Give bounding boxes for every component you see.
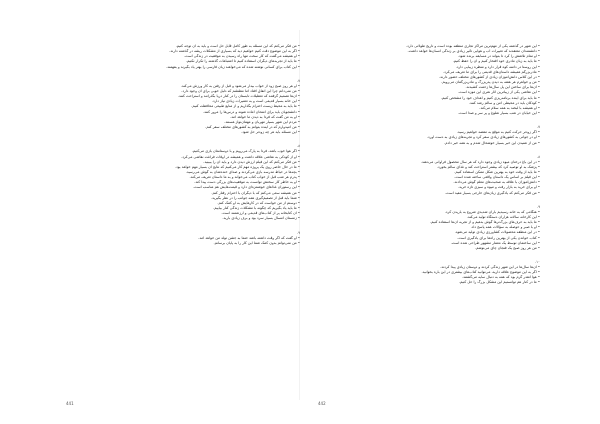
exercise-number: ۸. bbox=[536, 154, 540, 159]
exercise-line: • ما باید به محیط زیست احترام بگذاریم و از منابع طبیعی محافظت کنیم. bbox=[191, 104, 300, 109]
right-page-content bbox=[306, 44, 540, 286]
exercise-line: • من نمی‌دانم چرا این اتفاق افتاد اما مطمئنم که دلیل خوبی برای آن وجود دارد. bbox=[181, 88, 300, 93]
exercise-line: • هوا آنقدر گرم بود که همه به دنبال سایه می‌گشتند. bbox=[461, 275, 540, 280]
exercise-line: • دانشجویان باید برای امتحان آماده شوند و درس‌ها را مرور کنند. bbox=[203, 109, 300, 114]
exercise-line: • او گفت که اگر وقت داشته باشد حتماً به جشن تولد من خواهد آمد. bbox=[198, 235, 300, 240]
exercise-line: • این ساختمان توسط یک معمار مشهور طراحی شده است. bbox=[450, 240, 540, 245]
exercise-line: • او همیشه می‌گفت که کار سخت تنها راه رسیدن به موفقیت در زندگی است. bbox=[183, 54, 300, 59]
exercise-line: • من فکر می‌کنم که یادگیری زبان‌های خارجی بسیار مفید است. bbox=[445, 190, 540, 195]
exercise-number: ۸. bbox=[296, 144, 300, 149]
exercise-line: • من همیشه سعی می‌کنم که با دیگران با احترام رفتار کنم. bbox=[211, 190, 300, 195]
exercise-number: ۷. bbox=[296, 78, 300, 83]
exercise-line: • این خانه بسیار قدیمی است و به تعمیرات زیادی نیاز دارد. bbox=[211, 99, 300, 104]
exercise-line: • این خیابان در شب بسیار شلوغ و پر سر و صدا است. bbox=[458, 111, 540, 116]
exercise-line: • شما باید قبل از تصمیم‌گیری همه جوانب را در نظر بگیرید. bbox=[211, 195, 300, 200]
exercise-line: • این نقاشی یکی از زیباترین آثار هنری این موزه است. bbox=[458, 90, 540, 95]
exercise-number: ۱۰. bbox=[534, 260, 540, 264]
exercise-line: • او در جوانی به کشورهای زیادی سفر کرد و تجربه‌های زیادی به دست آورد. bbox=[426, 135, 540, 140]
exercise-line: • دانش‌آموزان با علاقه به صحبت‌های معلم گوش می‌دادند. bbox=[453, 180, 540, 185]
exercise-line: • او به خاطر کار سختش توانست به موفقیت‌های بزرگی دست پیدا کند. bbox=[194, 180, 300, 185]
exercise-line: • ما باید به زبان مادری خود افتخار کنیم و آن را حفظ کنیم. bbox=[452, 59, 540, 64]
exercise-line: • کتاب خواندن یکی از بهترین راه‌ها برای یادگیری است. bbox=[457, 235, 540, 240]
exercise-line: • ما باید از تجربه‌های دیگران استفاده کنیم تا اشتباهات گذشته را تکرار نکنیم. bbox=[185, 59, 300, 64]
exercise-line: • اگر به این موضوع دقت کنیم خواهیم دید که بسیاری از مشکلات ریشه در گذشته دارند. bbox=[169, 49, 300, 54]
exercise-line: • او از کودکی به نقاشی علاقه داشت و همیشه در اوقات فراغت نقاشی می‌کرد. bbox=[181, 154, 300, 159]
page-number-right: 442 bbox=[318, 401, 326, 406]
left-page-content bbox=[66, 44, 300, 246]
exercise-line: • این شهر در گذشته یکی از مهم‌ترین مراکز تجاری منطقه بوده است و تاریخ طولانی دارد. bbox=[405, 44, 540, 48]
exercise-line: • من از شنیدن این خبر بسیار خوشحال شدم و به همه خبر دادم. bbox=[444, 140, 540, 145]
exercise-line: • مادربزرگم همیشه داستان‌های قدیمی را برای ما تعریف می‌کرد. bbox=[442, 69, 540, 74]
exercise-line: • آن‌ها برای ساختن این پل سال‌ها زحمت کشیدند. bbox=[465, 85, 540, 90]
exercise-line: • هنگامی که به خانه رسیدیم باران شدیدی شروع به باریدن کرد. bbox=[444, 209, 540, 214]
exercise-block bbox=[306, 260, 540, 286]
exercise-line: • بچه‌ها در حیاط مدرسه بازی می‌کردند و صدای خنده‌شان به گوش می‌رسید. bbox=[185, 169, 300, 174]
exercise-line: • آن‌ها سال‌ها در این شهر زندگی کردند و دوستان زیادی پیدا کردند. bbox=[440, 265, 540, 269]
exercise-line: • من امیدوارم که در آینده بتوانم به کشورهای مختلف سفر کنم. bbox=[205, 125, 300, 130]
exercise-line: • این کتاب برای کسانی نوشته شده که می‌خواهند زبان فارسی را بهتر یاد بگیرند و بفهمند. bbox=[166, 64, 300, 69]
page-number-left: 441 bbox=[66, 401, 74, 406]
exercise-block bbox=[306, 155, 540, 196]
exercise-number: ۹. bbox=[296, 230, 300, 235]
right-page bbox=[306, 44, 540, 394]
exercise-line: • مردم این شهر بسیار مهربان و مهمان‌نواز هستند. bbox=[224, 119, 300, 124]
exercise-line: • پزشک به او توصیه کرد که بیشتر استراحت کند و غذای سالم بخورد. bbox=[436, 164, 540, 169]
exercise-line: • در این باغ درختان میوه زیادی وجود دارد که هر سال محصول فراوانی می‌دهند. bbox=[420, 159, 540, 164]
exercise-line: • دوستم از من خواست که در کارهایش به او کمک کنم. bbox=[217, 200, 300, 205]
exercise-block bbox=[66, 231, 300, 246]
exercise-line: • ما باید از وقت خود به بهترین شکل ممکن استفاده کنیم. bbox=[454, 169, 540, 174]
left-page bbox=[66, 44, 300, 394]
exercise-line: • او برای خرید به بازار رفت و میوه و سبزی تازه خرید. bbox=[458, 185, 540, 190]
exercise-line: • او به من گفت که فردا به دیدن ما خواهد آمد. bbox=[230, 114, 300, 119]
exercise-line: • ما در حال حاضر روی یک پروژه مهم کار می‌کنیم که نتایج آن بسیار مهم خواهد بود. bbox=[174, 164, 300, 169]
exercise-line: • اگر هوا خوب باشد، فردا به پارک می‌رویم و با دوستانمان بازی می‌کنیم. bbox=[191, 149, 300, 154]
exercise-line: • او همیشه با لبخند به همه سلام می‌کند. bbox=[479, 105, 540, 110]
exercise-line: • این مسئله باید هر چه زودتر حل شود. bbox=[241, 130, 300, 135]
exercise-line: • من هر روز صبح یک فنجان چای می‌نوشم. bbox=[475, 245, 540, 250]
exercise-line: • این روستا در دامنه کوه قرار دارد و منظره زیبایی دارد. bbox=[455, 64, 540, 69]
exercise-line: • او هر روز صبح زود از خواب بیدار می‌شود و قبل از رفتن به کار ورزش می‌کند. bbox=[180, 83, 300, 88]
exercise-block bbox=[306, 205, 540, 251]
exercise-block bbox=[306, 44, 540, 116]
exercise-line: • او با صبر و حوصله به سؤالات همه پاسخ داد. bbox=[470, 225, 540, 230]
exercise-line: • من فکر می‌کنم که این فیلم ارزش دیدن دارد و باید آن را ببینید. bbox=[203, 159, 300, 164]
exercise-line: • او تمام تلاشش را کرد تا بتواند در مسابقه برنده شود. bbox=[457, 54, 540, 59]
exercise-line: • پدرم هر شب قبل از خواب کتاب می‌خواند و به ما داستان تعریف می‌کند. bbox=[189, 175, 300, 180]
exercise-line: • در این کلاس دانش‌آموزان زیادی از کشورهای مختلف حضور دارند. bbox=[438, 74, 540, 79]
exercise-line: • این فیلم بر اساس یک داستان واقعی ساخته شده است. bbox=[454, 175, 540, 180]
exercise-line: • در این منطقه محصولات کشاورزی زیادی تولید می‌شود. bbox=[454, 230, 540, 235]
exercise-line: • ما باید به حرف‌های بزرگ‌ترها گوش بدهیم و از تجربه آن‌ها استفاده کنیم. bbox=[430, 220, 540, 225]
exercise-block bbox=[66, 44, 300, 70]
exercise-line: • من نمی‌توانم بدون کمک شما این کار را به پایان برسانم. bbox=[213, 240, 300, 245]
exercise-line: • اگر به این موضوع علاقه دارید، می‌توانید کتاب‌های بیشتری در این باره بخوانید. bbox=[421, 270, 540, 275]
exercise-line: • کودکان باید در محیطی امن و سالم رشد کنند. bbox=[468, 100, 540, 105]
exercise-number: ۹. bbox=[536, 204, 540, 209]
exercise-block bbox=[306, 125, 540, 145]
exercise-line: • این رستوران غذاهای خوشمزه‌ای دارد و قیمت‌هایش هم مناسب است. bbox=[192, 185, 300, 190]
exercise-number: ۷. bbox=[536, 125, 540, 130]
exercise-block bbox=[66, 144, 300, 221]
exercise-line: • آن کتابخانه پر از کتاب‌های قدیمی و ارزشمند است. bbox=[221, 211, 300, 216]
exercise-line: • ما در کنار هم توانستیم این مشکل بزرگ را حل کنیم. bbox=[458, 280, 540, 285]
exercise-line: • ما باید برای آینده برنامه‌ریزی کنیم و اهداف خود را مشخص کنیم. bbox=[440, 95, 540, 100]
exercise-line: • اگر زودتر حرکت کنیم به موقع به مقصد خواهیم رسید. bbox=[456, 130, 540, 135]
exercise-line: • ما باید یاد بگیریم که چگونه با مشکلات زندگی کنار بیاییم. bbox=[213, 206, 300, 211]
exercise-line: • آن‌ها تصمیم گرفتند که تعطیلات تابستان را در کنار دریا بگذرانند و استراحت کنند. bbox=[177, 94, 300, 99]
exercise-block bbox=[66, 79, 300, 136]
exercise-line: • من فکر می‌کنم که این مسئله به طور کامل قابل حل است و باید به آن توجه کنیم. bbox=[175, 44, 300, 48]
exercise-line: • من و خواهرم هر هفته به دیدن پدربزرگ و مادربزرگمان می‌رویم. bbox=[441, 80, 540, 85]
exercise-line: • دانشمندان معتقدند که تغییرات آب و هوایی تأثیر زیادی بر زندگی انسان‌ها خواهد داشت. bbox=[407, 49, 540, 54]
exercise-line: • زمستان امسال بسیار سرد بود و برف زیادی بارید. bbox=[222, 216, 300, 221]
exercise-line: • این کارخانه سالانه هزاران دستگاه تولید می‌کند. bbox=[466, 214, 540, 219]
